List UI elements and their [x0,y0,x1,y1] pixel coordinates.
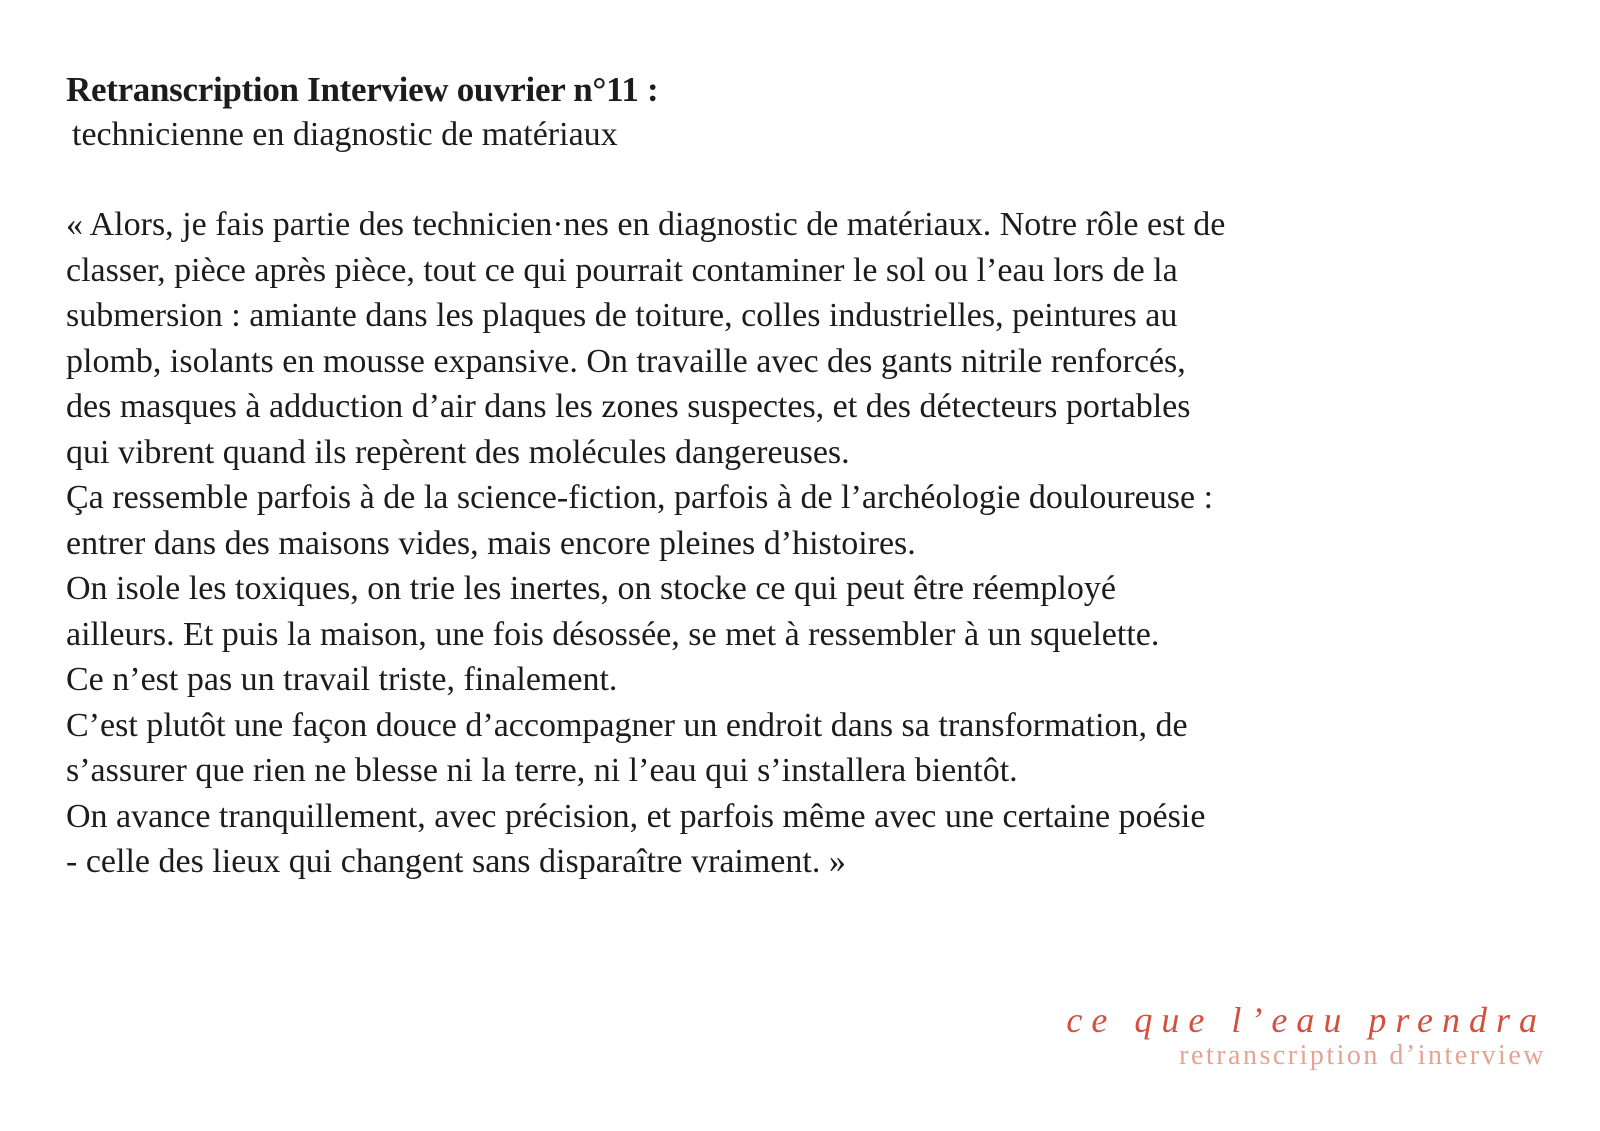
document-title: Retranscription Interview ouvrier n°11 : [66,70,659,109]
transcript-line: classer, pièce après pièce, tout ce qui pourrait contaminer le sol ou l’eau lors de la [66,251,1178,289]
transcript-line: ailleurs. Et puis la maison, une fois désossée, se met à ressembler à un squelette. [66,615,1160,653]
brand-block [1066,1000,1546,1072]
transcript-line: C’est plutôt une façon douce d’accompagner un endroit dans sa transformation, de [66,706,1188,744]
transcript-line: On isole les toxiques, on trie les inertes, on stocke ce qui peut être réemployé [66,570,1116,607]
brand-title: ce que l’eau prendra [1066,1000,1546,1040]
transcript-line: On avance tranquillement, avec précision, et parfois même avec une certaine poésie [66,797,1206,835]
transcript-line: Ce n’est pas un travail triste, finalement. [66,661,618,698]
transcript-line: s’assurer que rien ne blesse ni la terre, ni l’eau qui s’installera bientôt. [66,752,1018,789]
transcript-line: - celle des lieux qui changent sans disparaître vraiment. » [66,843,846,880]
transcript-line: entrer dans des maisons vides, mais encore pleines d’histoires. [66,524,916,562]
transcript-line: qui vibrent quand ils repèrent des molécules dangereuses. [66,433,850,471]
document-subtitle: technicienne en diagnostic de matériaux [72,116,618,153]
transcript-line: des masques à adduction d’air dans les zones suspectes, et des détecteurs portables [66,388,1191,425]
transcript-line: « Alors, je fais partie des technicien·nes en diagnostic de matériaux. Notre rôle est de [66,206,1226,243]
interview-transcript [66,202,1546,885]
transcript-line: Ça ressemble parfois à de la science-fiction, parfois à de l’archéologie douloureuse : [66,479,1214,516]
brand-subtitle: retranscription d’interview [1179,1040,1546,1071]
transcript-line: submersion : amiante dans les plaques de toiture, colles industrielles, peintures au [66,297,1178,334]
transcript-line: plomb, isolants en mousse expansive. On travaille avec des gants nitrile renforcés, [66,342,1186,380]
